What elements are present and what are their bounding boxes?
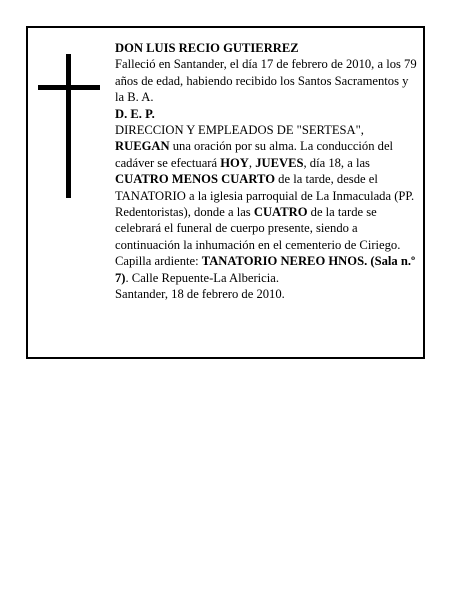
notice-body [115, 122, 419, 286]
body-text: , [248, 155, 256, 170]
body-bold: CUATRO [253, 205, 308, 220]
deceased-name: DON LUIS RECIO GUTIERREZ [115, 41, 299, 55]
body-text: , día 18, a las [303, 155, 370, 170]
notice-text [115, 40, 419, 303]
body-bold: TANATORIO NEREO HNOS. (Sala n.º 7) [115, 254, 416, 285]
body-bold: RUEGAN [115, 139, 170, 154]
latin-cross-icon [38, 54, 100, 198]
dep-line: D. E. P. [115, 106, 155, 121]
place-date-line: Santander, 18 de febrero de 2010. [115, 287, 285, 302]
body-text: DIRECCION Y EMPLEADOS DE "SERTESA", [115, 123, 364, 138]
body-text: de la tarde se celebrará el funeral de cuerpo presente, siendo a continuación la inhumación en el cementerio de Ciriego. Capilla ardiente: [115, 205, 401, 269]
body-bold: HOY [220, 155, 249, 170]
body-text: de la tarde, desde el TANATORIO a la iglesia parroquial de La Inmaculada (PP. Redentoristas), donde a las [115, 172, 415, 220]
body-text: . Calle Repuente-La Albericia. [125, 270, 280, 285]
body-bold: CUATRO MENOS CUARTO [115, 172, 276, 187]
body-bold: JUEVES [255, 155, 304, 170]
obituary-notice [26, 26, 425, 359]
body-text: una oración por su alma. La conducción del cadáver se efectuará [115, 139, 394, 170]
death-statement: Falleció en Santander, el día 17 de febrero de 2010, a los 79 años de edad, habiendo recibido los Santos Sacramentos y la B. A. [115, 57, 417, 105]
